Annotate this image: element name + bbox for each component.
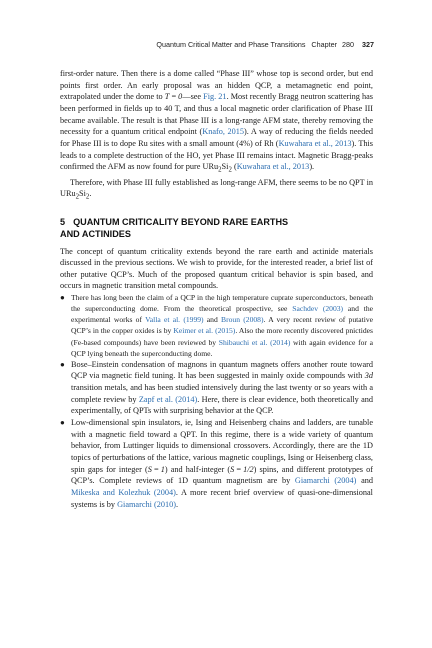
page-number: 327: [362, 40, 374, 49]
section-title-line1: QUANTUM CRITICALITY BEYOND RARE EARTHS: [73, 216, 289, 227]
section-title-line2: AND ACTINIDES: [60, 228, 131, 239]
math-spin-half: S = 1/2: [230, 464, 254, 474]
list-item: ● Bose–Einstein condensation of magnons in quantum magnets offers another route toward QCP via magnetic field tuning. It has been suggested in mainly oxide compounds with 3d transition metals, and has been studied intensively during the last twenty or so years with a complete review by Zapf et al. (2014). Here, there is clear evidence, both theoretically and experimentally, of QPTs with surprising behavior at the QCP.: [60, 359, 373, 416]
citation-link[interactable]: Keimer et al. (2015): [173, 326, 236, 336]
list-item: ● There has long been the claim of a QCP in the high temperature cuprate superconductors, beneath the superconducting dome. From the theoretical prospective, see Sachdev (2003) and the experimental works of Valla et al. (1999) and Broun (2008). A very recent review of putative QCP’s in the copper oxides is by Keimer et al. (2015). Also the more recently discovered pnictides (Fe-based compounds) have been reviewed by Shibauchi et al. (2014) with again evidence for a QCP lying beneath the superconducting dome.: [60, 293, 374, 358]
page-body: [60, 68, 373, 510]
bullet-dot-icon: ●: [60, 359, 65, 369]
math-t-equals-zero: T = 0: [164, 92, 183, 102]
paragraph-intro: The concept of quantum criticality extends beyond the rare earth and actinide materials discussed in the previous sections. We wish to provide, for the interested reader, a brief list of other putative QCP’s. Much of the proposed quantum critical behavior is spin based, and occurs in magnetic transition metal compounds.: [60, 246, 373, 291]
list-item: ● Low-dimensional spin insulators, ie, Ising and Heisenberg chains and ladders, are tunable with a magnetic field toward a QPT. In this regime, there is a wide variety of quantum behavior, from Luttinger liquids to dimensional crossovers. Accordingly, there are the 1D topics of perturbations of the lattice, various magnetic couplings, Ising or Heisenberg class, spin gaps for integer (S = 1) and half-integer (S = 1/2) spins, and different prototypes of QCP’s. Complete reviews of 1D quantum magnetism are by Giamarchi (2004) and Mikeska and Kolezhuk (2004). A more recent brief overview of quasi-one-dimensional systems is by Giamarchi (2010).: [60, 417, 373, 509]
citation-link[interactable]: Zapf et al. (2014): [138, 394, 198, 404]
math-spin-one: S = 1: [147, 464, 165, 474]
citation-link[interactable]: Kuwahara et al., 2013: [278, 138, 352, 148]
citation-link[interactable]: Knafo, 2015: [202, 127, 244, 137]
citation-link[interactable]: Sachdev (2003): [292, 304, 344, 314]
chapter-number: 280: [342, 40, 354, 49]
chapter-label: Chapter: [311, 40, 337, 49]
running-title: Quantum Critical Matter and Phase Transitions: [156, 40, 306, 49]
paragraph-conclusion: Therefore, with Phase III fully established as long-range AFM, there seems to be no QPT in $URu_2Si_2$.: [60, 177, 373, 201]
citation-link[interactable]: Mikeska and Kolezhuk (2004): [71, 487, 176, 497]
citation-link[interactable]: Valla et al. (1999): [145, 315, 204, 325]
running-header: [156, 40, 374, 49]
citation-link[interactable]: Giamarchi (2010): [117, 499, 176, 509]
section-heading: [60, 216, 373, 240]
citation-link[interactable]: Shibauchi et al. (2014): [218, 337, 291, 347]
bullet-list: [60, 292, 373, 510]
citation-link[interactable]: Kuwahara et al., 2013: [236, 162, 310, 172]
citation-link[interactable]: Broun (2008): [221, 315, 264, 325]
citation-link[interactable]: Giamarchi (2004): [294, 476, 357, 486]
bullet-dot-icon: ●: [60, 417, 65, 427]
bullet-dot-icon: ●: [60, 293, 65, 303]
paragraph-phase-iii: first-order nature. Then there is a dome called “Phase III” whose top is second order, but end points first order. An early proposal was an hidden QCP, a metamagnetic end point, extrapolated under the dome to T = 0—see Fig. 21. Most recently Bragg neutron scattering has been performed in fields up to 40 T, and thus a local magnetic order clarification of Phase III became available. The result is that Phase III is a long-range AFM state, thereby removing the necessity for a quantum critical endpoint (Knafo, 2015). A way of reducing the fields needed for Phase III is to dope Ru sites with a small amount (4%) of Rh (Kuwahara et al., 2013). This leads to a complete destruction of the HO, yet Phase III remains intact. Magnetic Bragg-peaks confirmed the AFM as now found for pure $URu_2Si_2$ (Kuwahara et al., 2013).: [60, 69, 373, 174]
figure-link[interactable]: Fig. 21: [203, 92, 227, 102]
section-number: 5: [60, 216, 66, 227]
